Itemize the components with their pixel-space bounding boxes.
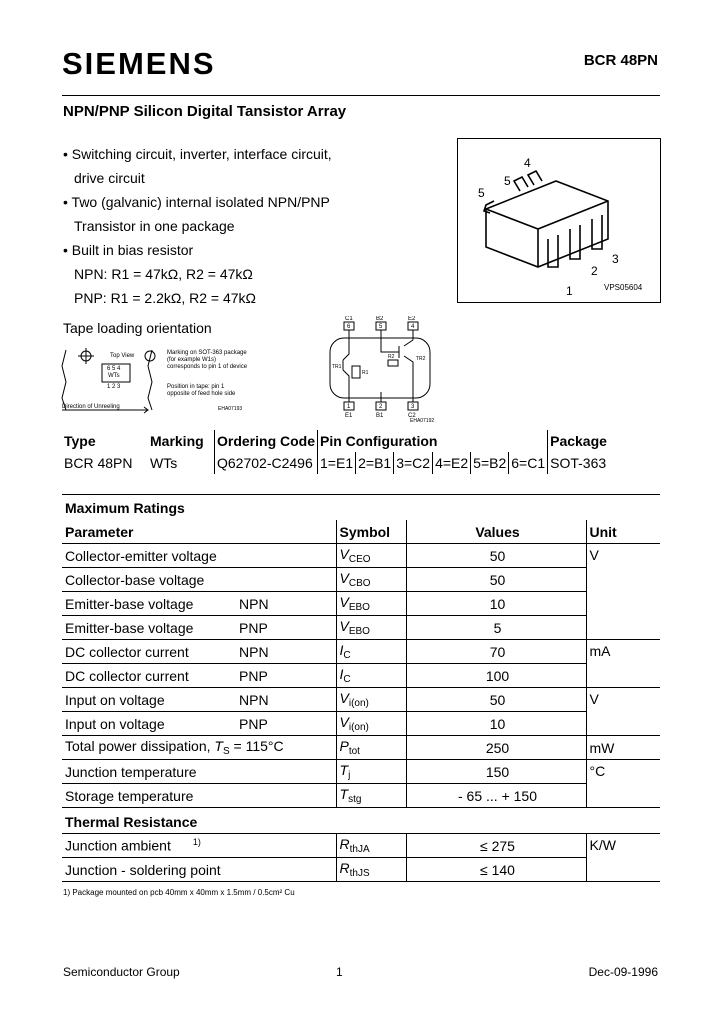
pin-label-bottom: 2 — [591, 264, 598, 278]
circuit-bottom-num: 3 — [411, 404, 415, 410]
table-row — [62, 834, 660, 858]
param-name — [62, 834, 336, 858]
column-header: Unit — [586, 520, 660, 544]
value: 5 — [406, 616, 586, 640]
cond-sub: S — [222, 746, 230, 757]
max-ratings-header-row — [62, 520, 660, 544]
circuit-top-label: C1 — [345, 316, 353, 322]
unit: V — [586, 688, 660, 736]
param-name: Storage temperature — [62, 784, 236, 808]
ordering-row — [62, 452, 609, 474]
circuit-top-label: E2 — [408, 316, 416, 322]
circuit-r1: R1 — [362, 370, 369, 376]
pin-label-top: 5 — [478, 186, 485, 200]
ordering-header: Marking — [150, 433, 204, 449]
table-row — [62, 736, 660, 760]
pin-label-bottom: 3 — [612, 252, 619, 266]
ordering-type: BCR 48PN — [64, 455, 133, 471]
param-text: Total power dissipation, — [65, 738, 211, 754]
unit: mW — [586, 736, 660, 760]
param-text: Junction ambient — [65, 837, 171, 854]
tape-caption: Tape loading orientation — [63, 320, 212, 336]
figure-code: VPS05604 — [604, 283, 643, 292]
tape-note: opposite of feed hole side — [167, 391, 236, 397]
table-row — [62, 712, 660, 736]
tape-drawing — [60, 344, 280, 416]
table-row — [62, 616, 660, 640]
tape-marking: WTs — [108, 373, 120, 379]
cond-symbol: T — [214, 738, 223, 754]
pin-config: 2=B1 — [356, 452, 394, 474]
max-ratings-table — [62, 520, 660, 808]
symbol-sub: i(on) — [348, 722, 369, 733]
pin-label-bottom: 1 — [566, 284, 573, 298]
column-header: Parameter — [62, 520, 336, 544]
ordering-marking: WTs — [150, 455, 178, 471]
feature-list — [63, 142, 332, 310]
symbol-main: I — [339, 642, 344, 658]
param-name: Input on voltage — [62, 712, 236, 736]
ordering-package: SOT-363 — [548, 452, 609, 474]
symbol-sub: thJA — [349, 844, 370, 855]
footer-date: Dec-09-1996 — [588, 965, 658, 979]
symbol-sub: CEO — [348, 554, 371, 565]
param-type — [236, 760, 336, 784]
ordering-header: Ordering Code — [215, 430, 318, 452]
value: 50 — [406, 688, 586, 712]
circuit-code: EHA07192 — [410, 418, 435, 424]
param-type: NPN — [236, 640, 336, 664]
param-name — [62, 736, 336, 760]
pin-config: 6=C1 — [509, 452, 548, 474]
circuit-bottom-num: 1 — [347, 404, 351, 410]
table-row — [62, 784, 660, 808]
table-row — [62, 664, 660, 688]
symbol — [336, 664, 406, 688]
tape-pins-b: 1 2 3 — [107, 384, 121, 390]
value: 10 — [406, 712, 586, 736]
symbol — [336, 760, 406, 784]
package-figure — [457, 138, 661, 303]
feature-line: • Switching circuit, inverter, interface circuit, — [63, 146, 332, 162]
symbol — [336, 640, 406, 664]
footer-page: 1 — [336, 965, 343, 979]
column-header: Values — [406, 520, 586, 544]
footer-left: Semiconductor Group — [63, 965, 180, 979]
max-ratings-title: Maximum Ratings — [65, 500, 185, 516]
section-rule — [62, 494, 660, 495]
table-row — [62, 544, 660, 568]
column-header: Symbol — [336, 520, 406, 544]
param-name: Emitter-base voltage — [62, 616, 236, 640]
tape-code: EHA07193 — [218, 406, 243, 412]
symbol — [336, 834, 406, 858]
symbol-main: T — [339, 786, 349, 802]
table-row — [62, 760, 660, 784]
circuit-top-num: 6 — [347, 324, 351, 330]
symbol-sub: C — [343, 650, 351, 661]
tape-note: (for example W1s) — [167, 357, 217, 363]
param-name: Junction - soldering point — [62, 858, 336, 882]
param-type: PNP — [236, 664, 336, 688]
value: 70 — [406, 640, 586, 664]
tape-direction: Direction of Unreeling — [62, 404, 120, 410]
symbol-sub: j — [348, 770, 351, 781]
table-row — [62, 640, 660, 664]
symbol-main: V — [339, 594, 349, 610]
param-name: Emitter-base voltage — [62, 592, 236, 616]
value: - 65 ... + 150 — [406, 784, 586, 808]
symbol-main: V — [339, 618, 349, 634]
pin-config: 1=E1 — [318, 452, 356, 474]
symbol-main: P — [339, 738, 349, 754]
feature-line: drive circuit — [74, 170, 145, 186]
circuit-bottom-num: 2 — [379, 404, 383, 410]
param-name: Collector-base voltage — [62, 568, 236, 592]
package-drawing — [458, 139, 660, 302]
feature-line: • Two (galvanic) internal isolated NPN/PNP — [63, 194, 330, 210]
footnote: 1) Package mounted on pcb 40mm x 40mm x 1.5mm / 0.5cm² Cu — [63, 888, 295, 897]
param-name: Junction temperature — [62, 760, 236, 784]
ordering-header: Type — [64, 433, 96, 449]
part-number: BCR 48PN — [583, 52, 658, 69]
symbol — [336, 592, 406, 616]
ordering-header-row — [62, 430, 609, 452]
param-name: Input on voltage — [62, 688, 236, 712]
symbol — [336, 784, 406, 808]
value: 10 — [406, 592, 586, 616]
circuit-top-label: B2 — [376, 316, 384, 322]
symbol-main: V — [339, 714, 349, 730]
unit: V — [586, 544, 660, 640]
ordering-header: Package — [548, 430, 609, 452]
value: 250 — [406, 736, 586, 760]
unit: K/W — [586, 834, 660, 882]
param-type — [236, 544, 336, 568]
circuit-tr1: TR1 — [332, 364, 342, 370]
symbol — [336, 568, 406, 592]
circuit-diagram — [326, 316, 438, 424]
tape-top-view: Top View — [110, 353, 135, 359]
value: 150 — [406, 760, 586, 784]
symbol — [336, 616, 406, 640]
header-rule — [62, 95, 660, 96]
table-row — [62, 568, 660, 592]
feature-line: Transistor in one package — [74, 218, 235, 234]
symbol — [336, 688, 406, 712]
symbol-main: R — [339, 836, 350, 852]
param-type: NPN — [236, 688, 336, 712]
symbol-main: V — [339, 546, 349, 562]
param-type — [236, 784, 336, 808]
value: ≤ 275 — [406, 834, 586, 858]
feature-line: PNP: R1 = 2.2kΩ, R2 = 47kΩ — [74, 290, 257, 306]
tape-note: Position in tape: pin 1 — [167, 384, 225, 390]
symbol-main: T — [339, 762, 349, 778]
unit: °C — [586, 760, 660, 808]
ordering-header: Pin Configuration — [318, 430, 548, 452]
circuit-top-num: 5 — [379, 324, 383, 330]
circuit-tr2: TR2 — [416, 356, 426, 362]
pin-config: 4=E2 — [433, 452, 471, 474]
param-name: DC collector current — [62, 640, 236, 664]
cond-rest: = 115°C — [229, 738, 284, 754]
symbol-sub: C — [343, 674, 351, 685]
brand-logo: SIEMENS — [62, 46, 216, 81]
symbol — [336, 858, 406, 882]
symbol-sub: tot — [348, 746, 360, 757]
pin-label-top: 5 — [504, 174, 511, 188]
param-name: Collector-emitter voltage — [62, 544, 236, 568]
circuit-bottom-label: E1 — [345, 413, 353, 419]
pin-config: 5=B2 — [471, 452, 509, 474]
thermal-title: Thermal Resistance — [65, 814, 198, 830]
table-row — [62, 688, 660, 712]
symbol-main: V — [339, 570, 349, 586]
circuit-bottom-label: B1 — [376, 413, 384, 419]
circuit-r2: R2 — [388, 354, 395, 360]
symbol-sub: thJS — [349, 868, 370, 879]
footnote-ref: 1) — [192, 837, 201, 848]
param-type: NPN — [236, 592, 336, 616]
tape-note: corresponds to pin 1 of device — [167, 364, 248, 370]
feature-line: NPN: R1 = 47kΩ, R2 = 47kΩ — [74, 266, 253, 282]
param-type: PNP — [236, 616, 336, 640]
symbol-sub: CBO — [348, 578, 371, 589]
symbol — [336, 544, 406, 568]
unit: mA — [586, 640, 660, 688]
value: 100 — [406, 664, 586, 688]
symbol-main: R — [339, 860, 350, 876]
pin-config: 3=C2 — [394, 452, 433, 474]
symbol-main: I — [339, 666, 344, 682]
tape-pins-a: 6 5 4 — [107, 366, 121, 372]
param-name: DC collector current — [62, 664, 236, 688]
feature-line: • Built in bias resistor — [63, 242, 194, 258]
value: ≤ 140 — [406, 858, 586, 882]
ordering-code: Q62702-C2496 — [215, 452, 318, 474]
value: 50 — [406, 544, 586, 568]
symbol-sub: EBO — [348, 626, 370, 637]
symbol — [336, 736, 406, 760]
symbol-sub: stg — [348, 794, 362, 805]
symbol-sub: i(on) — [348, 698, 369, 709]
tape-note: Marking on SOT-363 package — [167, 350, 247, 356]
circuit-top-num: 4 — [411, 324, 415, 330]
table-row — [62, 592, 660, 616]
symbol-main: V — [339, 690, 349, 706]
table-row — [62, 858, 660, 882]
symbol — [336, 712, 406, 736]
pin-label-top: 4 — [524, 156, 531, 170]
document-subtitle: NPN/PNP Silicon Digital Tansistor Array — [63, 103, 347, 120]
symbol-sub: EBO — [348, 602, 370, 613]
thermal-table — [62, 834, 660, 882]
ordering-table — [62, 430, 609, 474]
value: 50 — [406, 568, 586, 592]
param-type — [236, 568, 336, 592]
param-type: PNP — [236, 712, 336, 736]
circuit-bottom-label: C2 — [408, 413, 416, 419]
